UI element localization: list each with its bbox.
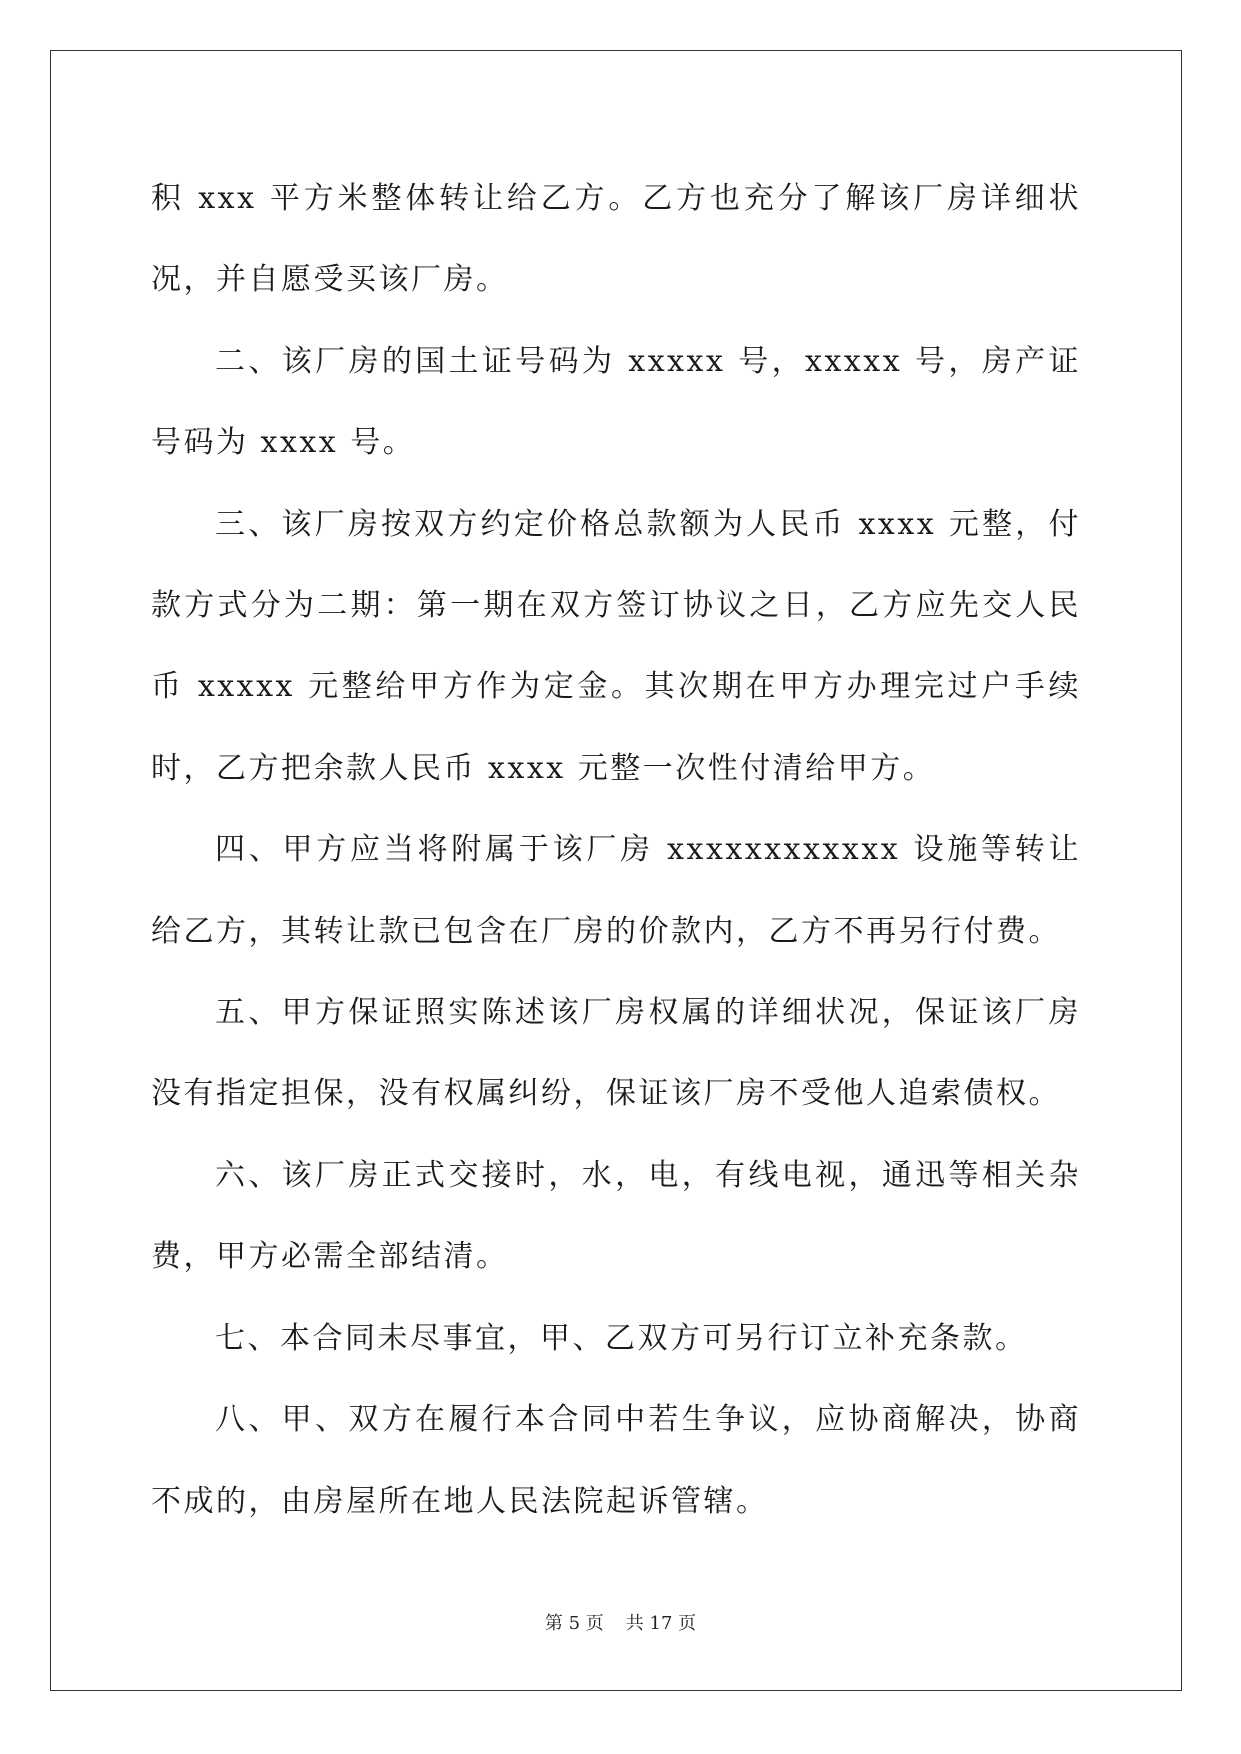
paragraph-clause-2: 二、该厂房的国土证号码为 xxxxx 号，xxxxx 号，房产证号码为 xxxx 号。 [151, 343, 1081, 461]
paragraph-clause-5: 五、甲方保证照实陈述该厂房权属的详细状况，保证该厂房没有指定担保，没有权属纠纷，保证该厂房不受他人追索债权。 [151, 995, 1081, 1112]
document-body [151, 158, 1081, 1542]
paragraph-clause-6: 六、该厂房正式交接时，水，电，有线电视，通迅等相关杂费，甲方必需全部结清。 [151, 1157, 1081, 1275]
paragraph-clause-8: 八、甲、双方在履行本合同中若生争议，应协商解决，协商不成的，由房屋所在地人民法院起诉管辖。 [151, 1402, 1081, 1519]
paragraph-clause-4: 四、甲方应当将附属于该厂房 xxxxxxxxxxxx 设施等转让给乙方，其转让款已包含在厂房的价款内，乙方不再另行付费。 [151, 832, 1081, 949]
paragraph-clause-3: 三、该厂房按双方约定价格总款额为人民币 xxxx 元整，付款方式分为二期：第一期在双方签订协议之日，乙方应先交人民币 xxxxx 元整给甲方作为定金。其次期在甲方办理完过户手续时，乙方把余款人民币 xxxx 元整一次性付清给甲方。 [151, 506, 1081, 786]
page-footer [0, 1609, 1241, 1635]
paragraph-1: 积 xxx 平方米整体转让给乙方。乙方也充分了解该厂房详细状况，并自愿受买该厂房。 [151, 181, 1081, 298]
paragraph-clause-7: 七、本合同未尽事宜，甲、乙双方可另行订立补充条款。 [215, 1320, 1028, 1356]
page-number: 第 5 页 [544, 1613, 604, 1634]
total-pages: 共 17 页 [625, 1613, 697, 1634]
